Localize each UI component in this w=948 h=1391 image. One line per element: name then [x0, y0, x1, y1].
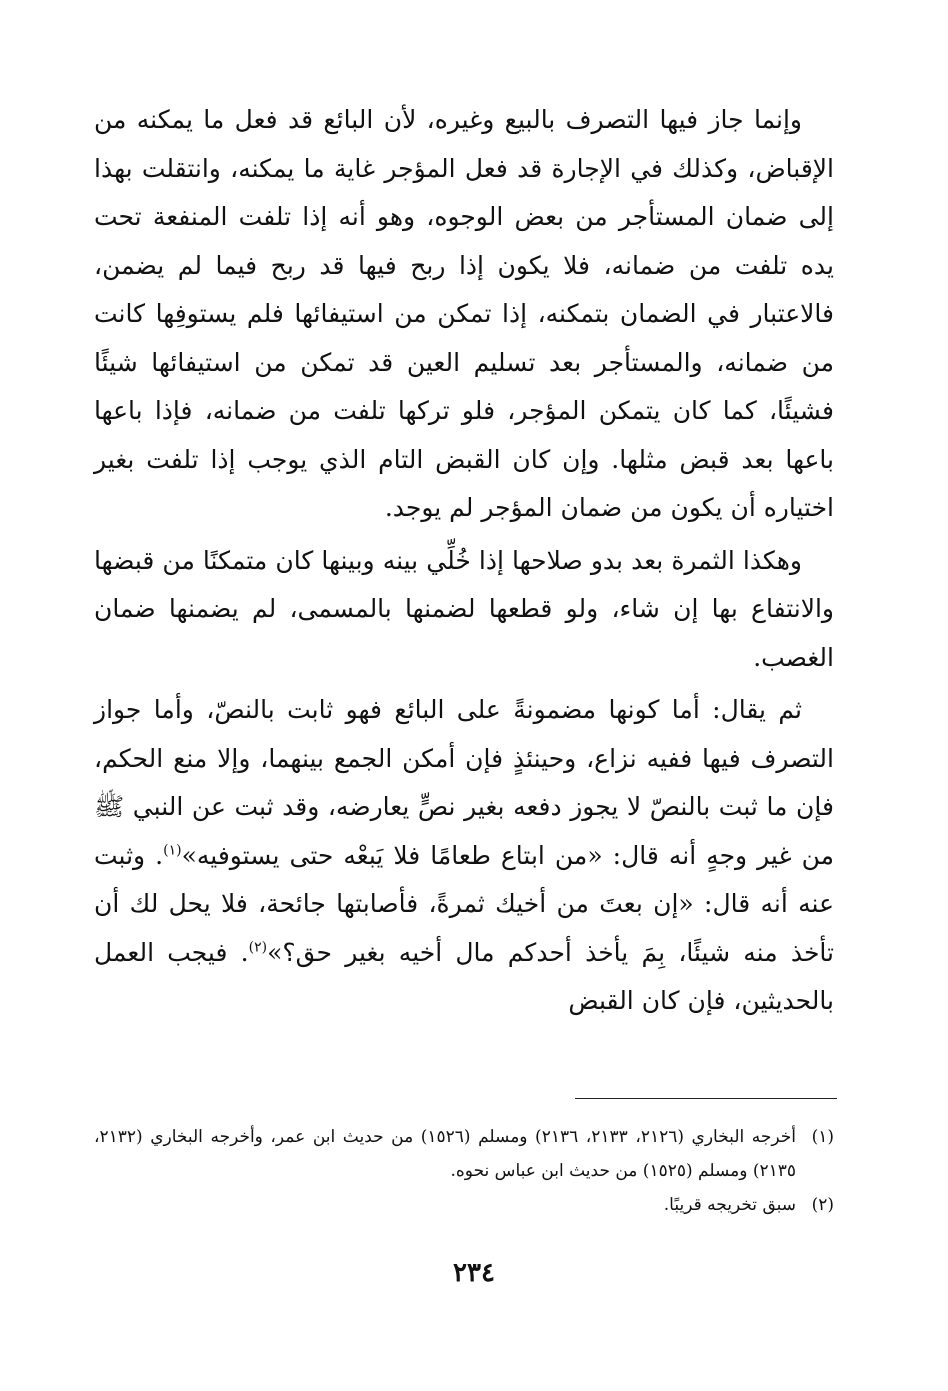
- paragraph-3-part-2: . وثبت عنه أنه قال: «إن بعتَ من أخيك ثمرةً، فأصابتها جائحة، فلا يحل لك أن تأخذ منه شيئًا، بِمَ يأخذ أحدكم مال أخيه بغير حق؟»: [94, 840, 835, 967]
- footnote-ref-1[interactable]: (١): [163, 842, 182, 859]
- paragraph-3: [94, 686, 834, 1026]
- paragraph-3-part-1: ثم يقال: أما كونها مضمونةً على البائع فهو ثابت بالنصّ، وأما جواز التصرف فيها ففيه نزاع، وحينئذٍ فإن أمكن الجمع بينهما، وإلا منع الحكم، فإن ما ثبت بالنصّ لا يجوز دفعه بغير نصٍّ يعارضه، وقد ثبت عن النبي ﷺ من غير وجهٍ أنه قال: «من ابتاع طعامًا فلا يَبعْه حتى يستوفيه»: [94, 695, 834, 870]
- footnote-number: (١): [811, 1127, 834, 1147]
- page-number: ٢٣٤: [453, 1258, 495, 1288]
- paragraph-3-part-3: . فيجب العمل بالحديثين، فإن كان القبض: [94, 937, 834, 1015]
- footnote-text: سبق تخريجه قريبًا.: [663, 1195, 796, 1215]
- paragraph-1: وإنما جاز فيها التصرف بالبيع وغيره، لأن البائع قد فعل ما يمكنه من الإقباض، وكذلك في الإجارة قد فعل المؤجر غاية ما يمكنه، وانتقلت بهذا إلى ضمان المستأجر من بعض الوجوه، وهو أنه إذا تلفت المنفعة تحت يده تلفت من ضمانه، فلا يكون إذا ربح فيها قد ربح فيما لم يضمن، فالاعتبار في الضمان بتمكنه، إذا تمكن من استيفائها فلم يستوفِها كانت من ضمانه، والمستأجر بعد تسليم العين قد تمكن من استيفائها شيئًا فشيئًا، كما كان يتمكن المؤجر، فلو تركها تلفت من ضمانه، فإذا باعها باعها بعد قبض مثلها. وإن كان القبض التام الذي يوجب إذا تلفت بغير اختياره أن يكون من ضمان المؤجر لم يوجد.: [94, 105, 834, 522]
- footnote-1: [94, 1120, 834, 1188]
- page-body: [94, 96, 834, 1026]
- footnote-separator: [575, 1098, 837, 1099]
- main-text: [94, 96, 834, 1026]
- footnote-text: أخرجه البخاري (٢١٢٦، ٢١٣٣، ٢١٣٦) ومسلم (١٥٢٦) من حديث ابن عمر، وأخرجه البخاري (٢١٣٢، ٢١٣٥) ومسلم (١٥٢٥) من حديث ابن عباس نحوه.: [94, 1127, 796, 1181]
- footnote-number: (٢): [811, 1195, 834, 1215]
- footnotes: [94, 1120, 834, 1222]
- footnote-ref-2[interactable]: (٢): [248, 939, 268, 956]
- footnote-2: [94, 1188, 834, 1222]
- paragraph-2: وهكذا الثمرة بعد بدو صلاحها إذا خُلِّي بينه وبينها كان متمكنًا من قبضها والانتفاع بها إن شاء، ولو قطعها لضمنها بالمسمى، لم يضمنها ضمان الغصب.: [94, 545, 834, 672]
